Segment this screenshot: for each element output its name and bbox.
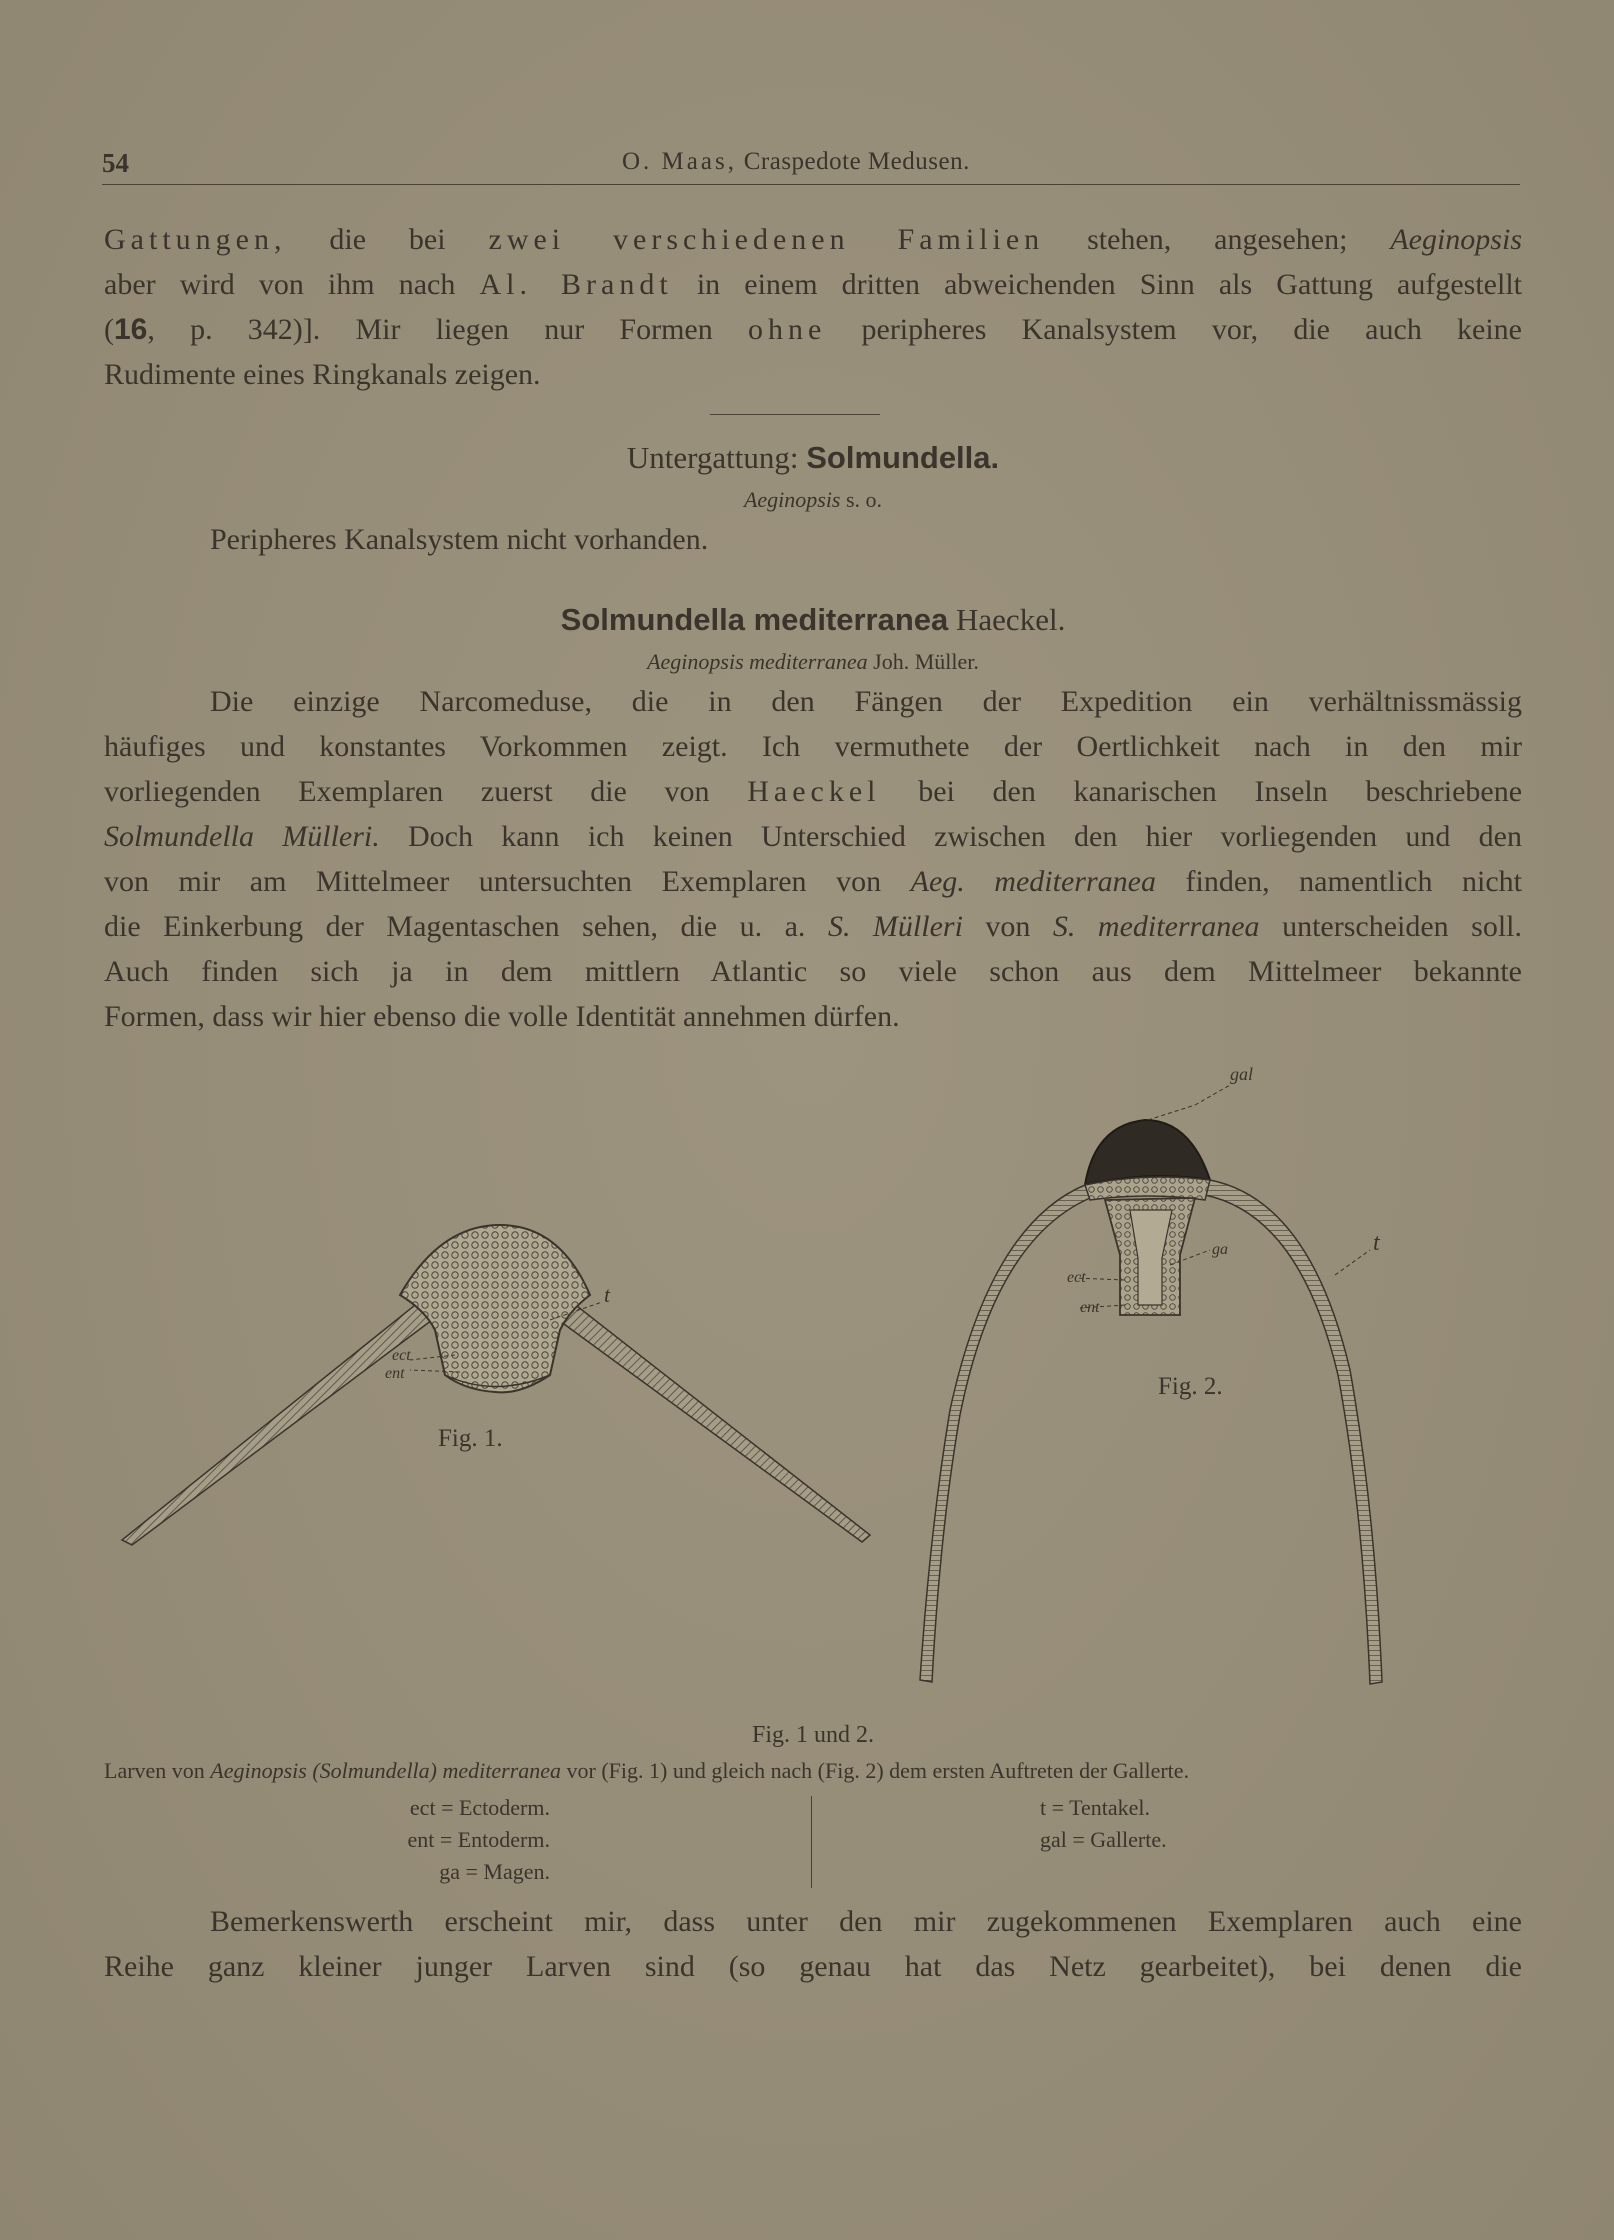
running-header: [102, 148, 1520, 185]
fig2-label-ga: ga: [1212, 1241, 1228, 1258]
species-heading: [104, 598, 1522, 642]
caption-legend-divider: [811, 1796, 812, 1888]
body-line-8: Formen, dass wir hier ebenso die volle Identität annehmen dürfen.: [104, 1000, 900, 1033]
legend-item-gal: gal = Gallerte.: [1040, 1827, 1167, 1852]
intro-line-4: Rudimente eines Ringkanals zeigen.: [104, 358, 541, 391]
intro-text: stehen, angesehen;: [1087, 223, 1348, 256]
subgenus-synonym-italic: Aeginopsis: [743, 487, 841, 512]
fig2-gallerte: [1085, 1120, 1210, 1185]
body-line-6: [104, 905, 1522, 949]
intro-text: aber wird von ihm nach: [104, 268, 456, 301]
fig2-right-tentacle: [1205, 1180, 1382, 1684]
subgenus-name: Solmundella.: [806, 440, 1000, 475]
fig2-label-ent: ent: [1080, 1299, 1100, 1316]
fig2-label-t: t: [1373, 1230, 1380, 1256]
running-title: [622, 148, 970, 176]
caption-legend-left: [300, 1792, 550, 1888]
body-species-italic: Solmundella Mülleri.: [104, 820, 380, 853]
closing-line-1: Bemerkenswerth erscheint mir, dass unter den mir zugekommenen Exemplaren auch eine: [210, 1905, 1522, 1938]
body-species-italic: S. mediterranea: [1052, 910, 1260, 943]
body-line-4: [104, 815, 1522, 859]
body-line-7: Auch finden sich ja in dem mittlern Atlantic so viele schon aus dem Mittelmeer bekannte: [104, 955, 1522, 988]
intro-line-3: [104, 308, 1522, 352]
caption-text: vor (Fig. 1) und gleich nach (Fig. 2) dem ersten Auftreten der Gallerte.: [566, 1758, 1190, 1783]
intro-ref-number: 16: [114, 313, 148, 346]
caption-line-2: [104, 1758, 1189, 1784]
body-author-spaced: Haeckel: [747, 775, 881, 808]
figure-2-label: Fig. 2.: [1158, 1373, 1223, 1400]
intro-ohne-spaced: ohne: [747, 313, 827, 346]
body-species-italic: S. Mülleri: [827, 910, 963, 943]
legend-item-ga: ga = Magen.: [439, 1859, 550, 1884]
body-text: unterscheiden soll.: [1282, 910, 1522, 943]
intro-line-2: [104, 263, 1522, 307]
body-text: finden, namentlich nicht: [1185, 865, 1523, 898]
fig1-label-t: t: [604, 1282, 611, 1307]
intro-author-spaced: Al. Brandt: [479, 268, 673, 301]
fig1-label-ect: ect: [392, 1347, 411, 1364]
caption-text: Larven von: [104, 1758, 205, 1783]
intro-text: in einem dritten abweichenden Sinn als Gattung aufgestellt: [696, 268, 1523, 301]
species-author: Haeckel.: [956, 602, 1066, 637]
fig1-right-tentacle: [538, 1285, 870, 1542]
closing-line-2: Reihe ganz kleiner junger Larven sind (so genau hat das Netz gearbeitet), bei denen die: [104, 1950, 1522, 1983]
subgenus-synonym-rest: s. o.: [846, 487, 883, 512]
intro-spaced-phrase: zwei verschiedenen Familien: [488, 223, 1045, 256]
body-line-3: [104, 770, 1522, 814]
subgenus-synonym: [104, 478, 1522, 522]
body-line-2: häufiges und konstantes Vorkommen zeigt. Ich vermuthete der Oertlichkeit nach in den mir: [104, 730, 1522, 763]
intro-gattungen: Gattungen,: [104, 223, 287, 256]
running-title-author: O. Maas,: [622, 148, 737, 175]
intro-text: , p. 342)]. Mir liegen nur Formen: [147, 313, 713, 346]
species-synonym-italic: Aeginopsis mediterranea: [647, 649, 868, 674]
body-line-1: Die einzige Narcomeduse, die in den Fängen der Expedition ein verhältnissmässig: [210, 685, 1522, 718]
body-text: von mir am Mittelmeer untersuchten Exemplaren von: [104, 865, 882, 898]
caption-species-italic: Aeginopsis (Solmundella) mediterranea: [210, 1758, 562, 1783]
caption-title: Fig. 1 und 2.: [751, 1722, 874, 1748]
body-text: von: [985, 910, 1031, 943]
fig2-label-gal: gal: [1230, 1064, 1254, 1084]
intro-text: die bei: [329, 223, 446, 256]
body-text: bei den kanarischen Inseln beschriebene: [918, 775, 1523, 808]
running-title-rest: Craspedote Medusen.: [743, 148, 970, 175]
fig2-label-ect: ect: [1067, 1269, 1086, 1286]
fig1-left-tentacle: [122, 1285, 452, 1545]
body-text: vorliegenden Exemplaren zuerst die von: [104, 775, 710, 808]
species-synonym: [104, 640, 1522, 684]
body-text: die Einkerbung der Magentaschen sehen, die u. a.: [104, 910, 806, 943]
figure-1-drawing: [110, 1200, 890, 1570]
body-line-5: [104, 860, 1522, 904]
fig1-body: [400, 1225, 590, 1392]
legend-item-t: t = Tentakel.: [1040, 1795, 1151, 1820]
body-species-italic: Aeg. mediterranea: [910, 865, 1156, 898]
figure-1-label: Fig. 1.: [438, 1425, 503, 1452]
intro-line-1: [104, 218, 1522, 262]
species-name: Solmundella mediterranea: [560, 602, 949, 637]
page-number: 54: [102, 148, 129, 178]
fig1-label-ent: ent: [385, 1365, 405, 1382]
subgenus-heading: [104, 436, 1522, 480]
intro-text: (: [104, 313, 114, 346]
section-rule: [710, 414, 880, 415]
subgenus-description: Peripheres Kanalsystem nicht vorhanden.: [210, 523, 709, 556]
legend-item-ent: ent = Entoderm.: [407, 1827, 550, 1852]
species-synonym-author: Joh. Müller.: [873, 649, 979, 674]
fig2-left-tentacle: [920, 1185, 1090, 1682]
intro-genus-italic: Aeginopsis: [1390, 223, 1522, 256]
legend-item-ect: ect = Ectoderm.: [409, 1795, 550, 1820]
subgenus-prefix: Untergattung:: [626, 440, 799, 475]
body-text: Doch kann ich keinen Unterschied zwischen den hier vorliegenden und den: [408, 820, 1522, 853]
caption-legend-right: [1040, 1792, 1300, 1856]
intro-text: peripheres Kanalsystem vor, die auch keine: [861, 313, 1522, 346]
